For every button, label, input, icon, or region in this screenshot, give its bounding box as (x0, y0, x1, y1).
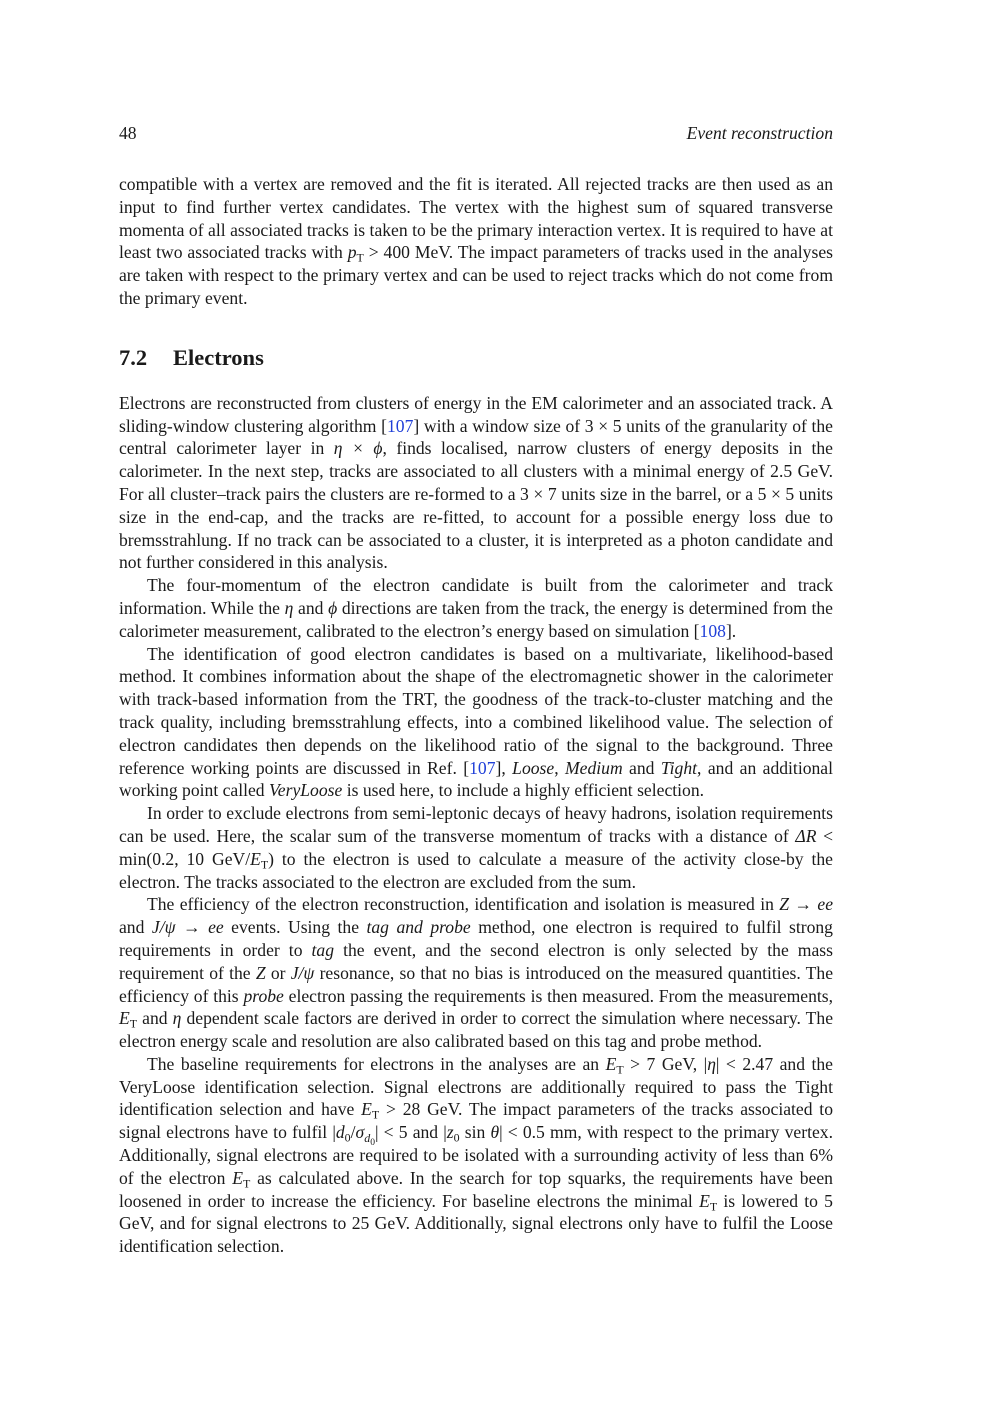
paragraph-efficiency: The efficiency of the electron reconstruction, identification and isolation is measured in Z → ee and J/ψ → ee events. Using the tag and probe method, one electron is required to fulfil strong requirements in order to tag the event, and the second electron is only selected by the mass requirement of the Z or J/ψ resonance, so that no bias is introduced on the measured quantities. The efficiency of this probe electron passing the requirements is then measured. From the measurements, $E_T$ and η dependent scale factors are derived in order to correct the simulation where necessary. The electron energy scale and resolution are also calibrated based on this tag and probe method. (119, 894, 833, 1052)
page-number: 48 (119, 123, 137, 143)
section-title: Electrons (173, 344, 264, 370)
running-header (119, 122, 833, 146)
section-number: 7.2 (119, 344, 148, 370)
paragraph-four-momentum: The four-momentum of the electron candidate is built from the calorimeter and track information. While the η and ϕ directions are taken from the track, the energy is determined from the calorimeter measurement, calibrated to the electron’s energy based on simulation [108]. (119, 575, 833, 641)
paragraph-identification: The identification of good electron candidates is based on a multivariate, likelihood-based method. It combines information about the shape of the electromagnetic shower in the calorimeter with track-based information from the TRT, the goodness of the track-to-cluster matching and the track quality, including bremsstrahlung effects, into a combined likelihood value. The selection of electron candidates then depends on the likelihood ratio of the signal to the background. Three reference working points are discussed in Ref. [107], Loose, Medium and Tight, and an additional working point called VeryLoose is used here, to include a highly efficient selection. (119, 643, 834, 801)
paragraph-isolation: In order to exclude electrons from semi-leptonic decays of heavy hadrons, isolation requirements can be used. Here, the scalar sum of the transverse momentum of tracks with a distance of ΔR < min(0.2, 10 GeV/$E_T$) to the electron is used to calculate a measure of the activity close-by the electron. The tracks associated to the electron are excluded from the sum. (119, 803, 833, 892)
citation-link[interactable]: 107 (469, 757, 496, 778)
citation-link[interactable]: 107 (386, 415, 414, 436)
paragraph-baseline-requirements: The baseline requirements for electrons in the analyses are an $E_T > 7$ GeV, |η| < 2.47 and the VeryLoose identification selection. Signal electrons are additionally required to pass the Tight identification selection and have $E_T > 28$ GeV. The impact parameters of the tracks associated to signal electrons have to fulfil $|d_0/\sigma_{d_0}| < 5$ and $|z_0$ sin θ| < 0.5 mm, with respect to the primary vertex. Additionally, signal electrons are required to be isolated with a surrounding activity of less than 6% of the electron $E_T$ as calculated above. In the search for top squarks, the requirements have been loosened in order to increase the efficiency. For baseline electrons the minimal $E_T$ is lowered to 5 GeV, and for signal electrons to 25 GeV. Additionally, signal electrons only have to fulfil the Loose identification selection. (119, 1053, 833, 1257)
body-text (119, 173, 833, 1258)
paragraph-reconstruction: Electrons are reconstructed from clusters of energy in the EM calorimeter and an associated track. A sliding-window clustering algorithm [107] with a window size of 3 × 5 units of the granularity of the central calorimeter layer in η × ϕ, finds localised, narrow clusters of energy deposits in the calorimeter. In the next step, tracks are associated to all clusters with a minimal energy of 2.5 GeV. For all cluster–track pairs the clusters are re-formed to a 3 × 7 units size in the barrel, or a 5 × 5 units size in the end-cap, and the tracks are re-fitted, to account for a possible energy loss due to bremsstrahlung. If no track can be associated to a cluster, it is interpreted as a photon candidate and not further considered in this analysis. (119, 392, 833, 573)
citation-link[interactable]: 108 (699, 620, 726, 641)
running-title: Event reconstruction (686, 123, 833, 143)
section-heading (119, 344, 833, 372)
intro-paragraph: compatible with a vertex are removed and the fit is iterated. All rejected tracks are then used as an input to find further vertex candidates. The vertex with the highest sum of squared transverse momenta of all associated tracks is taken to be the primary interaction vertex. It is required to have at least two associated tracks with $p_T > 400$ MeV. The impact parameters of tracks used in the analyses are taken with respect to the primary vertex and can be used to reject tracks which do not come from the primary event. (119, 174, 833, 308)
